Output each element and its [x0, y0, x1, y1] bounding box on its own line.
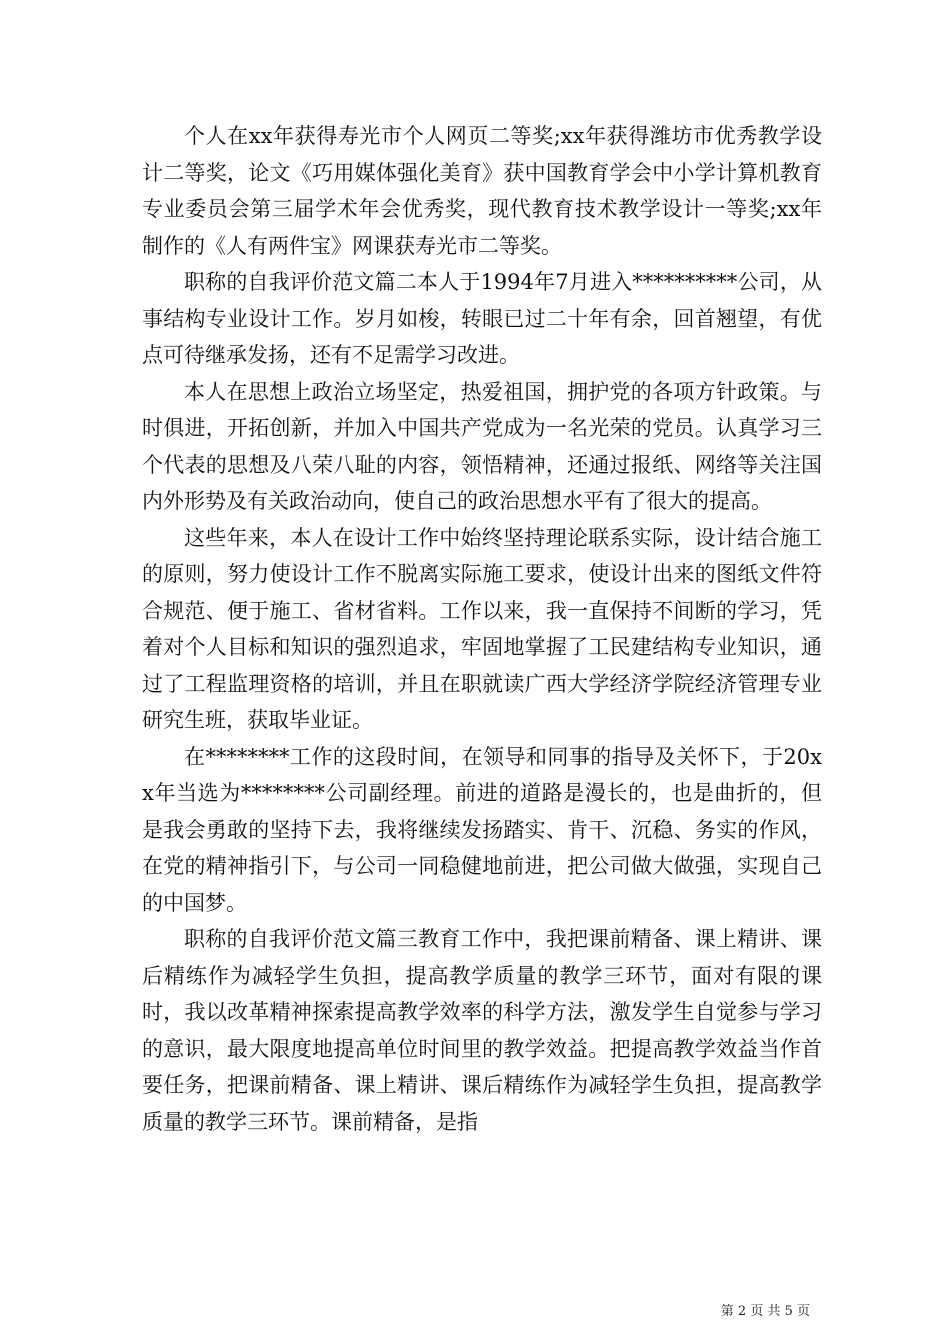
- paragraph-sample-three-teaching: 职称的自我评价范文篇三教育工作中，我把课前精备、课上精讲、课后精练作为减轻学生负担，提高教学质量的教学三环节，面对有限的课时，我以改革精神探索提高教学效率的科学方法，激发学生自觉参与学习的意识，最大限度地提高单位时间里的教学效益。把提高教学效益当作首要任务，把课前精备、课上精讲、课后精练作为减轻学生负担，提高教学质量的教学三环节。课前精备，是指: [142, 927, 822, 1134]
- paragraph-sample-two-intro: 职称的自我评价范文篇二本人于1994年7月进入**********公司，从事结构专业设计工作。岁月如梭，转眼已过二十年有余，回首翘望，有优点可待继承发扬，还有不足需学习改进。: [142, 270, 822, 367]
- paragraph-political-stance: 本人在思想上政治立场坚定，热爱祖国，拥护党的各项方针政策。与时俱进，开拓创新，并加入中国共产党成为一名光荣的党员。认真学习三个代表的思想及八荣八耻的内容，领悟精神，还通过报纸、网络等关注国内外形势及有关政治动向，使自己的政治思想水平有了很大的提高。: [142, 379, 822, 513]
- paragraph-award-summary: 个人在xx年获得寿光市个人网页二等奖;xx年获得潍坊市优秀教学设计二等奖，论文《巧用媒体强化美育》获中国教育学会中小学计算机教育专业委员会第三届学术年会优秀奖，现代教育技术教学设计一等奖;xx年制作的《人有两件宝》网课获寿光市二等奖。: [142, 124, 822, 258]
- document-body: [142, 118, 822, 1140]
- page-number-footer: 第 2 页 共 5 页: [720, 1304, 810, 1319]
- paragraph-design-work: 这些年来，本人在设计工作中始终坚持理论联系实际，设计结合施工的原则，努力使设计工作不脱离实际施工要求，使设计出来的图纸文件符合规范、便于施工、省材省料。工作以来，我一直保持不间断的学习，凭着对个人目标和知识的强烈追求，牢固地掌握了工民建结构专业知识，通过了工程监理资格的培训，并且在职就读广西大学经济学院经济管理专业研究生班，获取毕业证。: [142, 525, 822, 732]
- paragraph-promotion: 在********工作的这段时间，在领导和同事的指导及关怀下，于20xx年当选为********公司副经理。前进的道路是漫长的，也是曲折的，但是我会勇敢的坚持下去，我将继续发扬踏实、肯干、沉稳、务实的作风，在党的精神指引下，与公司一同稳健地前进，把公司做大做强，实现自己的中国梦。: [142, 744, 822, 915]
